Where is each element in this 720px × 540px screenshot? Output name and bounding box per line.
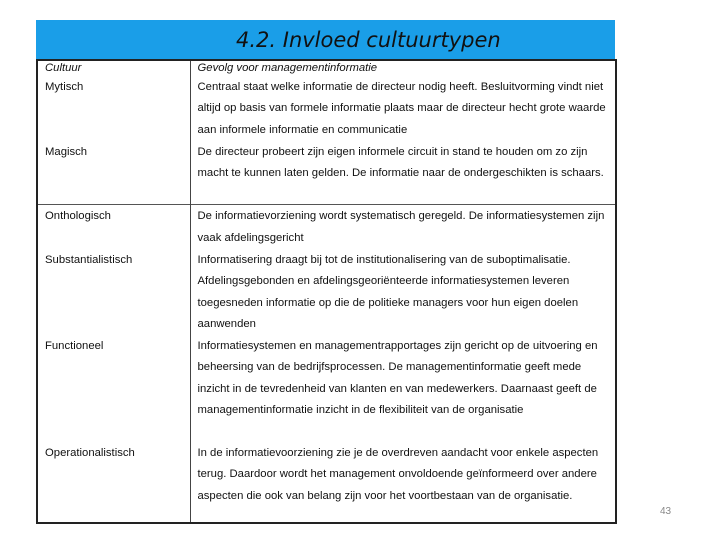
culture-name: Functioneel: [37, 335, 190, 442]
culture-effect: In de informatievoorziening zie je de overdreven aandacht voor enkele aspecten terug. Daardoor wordt het management onvoldoende geïnformeerd over andere aspecten die ook van belang zijn voor het voortbestaan van de organisatie.: [197, 447, 599, 502]
table-row: [37, 335, 616, 442]
culture-effect: De directeur probeert zijn eigen informele circuit in stand te houden om zo zijn macht te kunnen laten gelden. De informatie naar de ondergeschikten is schaars.: [197, 145, 604, 180]
culture-table: [36, 59, 617, 524]
table-header-row: [37, 60, 616, 76]
table-row: [37, 141, 616, 205]
culture-effect: Informatisering draagt bij tot de institutionalisering van de suboptimalisatie. Afdelingsgebonden en afdelingsgeoriënteerde informatiesystemen leveren toegesneden informatie op die de politieke managers voor hun eigen doelen aanwenden: [197, 253, 579, 330]
title-bar: [36, 20, 615, 60]
culture-effect: Informatiesystemen en managementrapportages zijn gericht op de uitvoering en beheersing van de bedrijfsprocessen. De managementinformatie geeft mede inzicht in de tevredenheid van klanten en van medewerkers. Daarnaast geeft de managementinformatie inzicht in de flexibiliteit van de organisatie: [197, 340, 598, 417]
table-row: [37, 249, 616, 335]
table-row: [37, 205, 616, 249]
table-row: [37, 442, 616, 523]
culture-name: Operationalistisch: [37, 442, 190, 523]
table-row: [37, 76, 616, 141]
culture-effect: Centraal staat welke informatie de directeur nodig heeft. Besluitvorming vindt niet altijd op basis van formele informatie plaats maar de directeur hecht grote waarde aan informele informatie en communicatie: [197, 81, 606, 136]
header-culture: Cultuur: [37, 60, 190, 76]
page-number: 43: [660, 506, 672, 517]
culture-effect: De informatievorziening wordt systematisch geregeld. De informatiesystemen zijn vaak afdelingsgericht: [190, 205, 616, 249]
header-effect: Gevolg voor managementinformatie: [197, 62, 378, 74]
culture-name: Onthologisch: [37, 205, 190, 249]
culture-name: Substantialistisch: [37, 249, 190, 335]
culture-name: Magisch: [37, 141, 190, 205]
slide-title: 4.2. Invloed cultuurtypen: [236, 28, 501, 52]
culture-name: Mytisch: [37, 76, 190, 141]
